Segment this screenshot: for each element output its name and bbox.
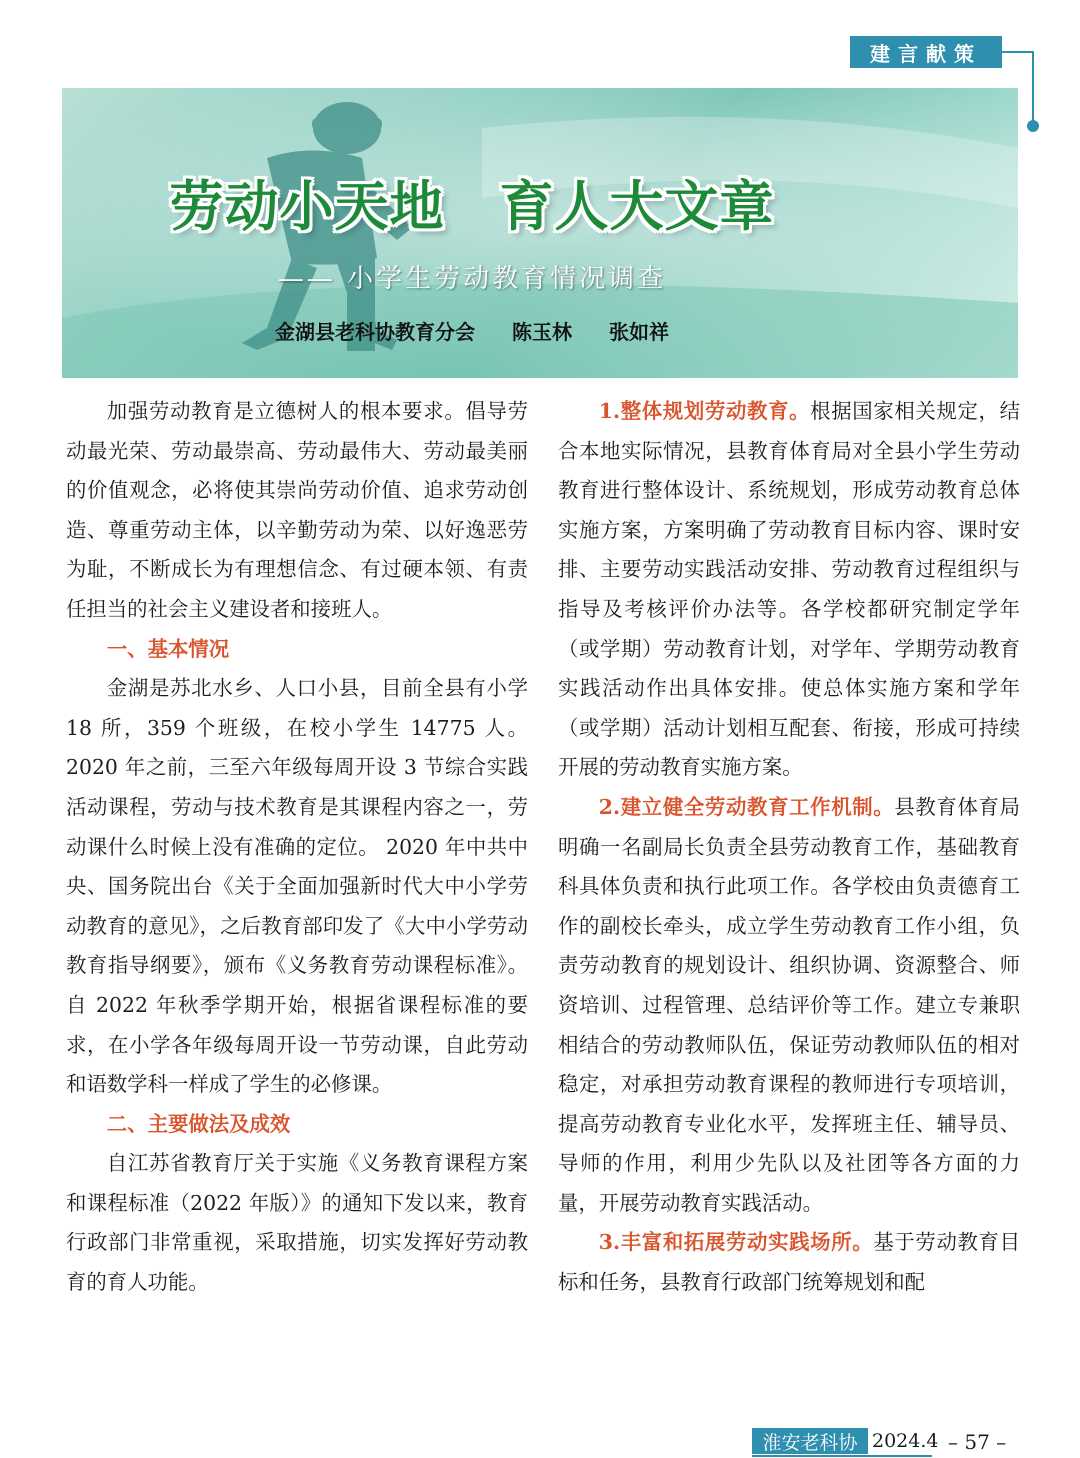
section-heading-main-practices: 二、主要做法及成效 — [106, 1111, 291, 1136]
item-2-paragraph — [558, 788, 1020, 1224]
item-3-paragraph — [558, 1223, 1020, 1302]
page-number: – 57 – — [948, 1430, 1007, 1454]
footer-underline — [752, 1455, 932, 1457]
section-tag: 建言献策 — [850, 36, 1002, 68]
basic-situation-paragraph: 金湖是苏北水乡、人口小县，目前全县有小学 18 所，359 个班级，在校小学生 14775 人。2020 年之前，三至六年级每周开设 3 节综合实践活动课程，劳动与技术教育是其课程内容之一，劳动课什么时候上没有准确的定位。 2020 年中共中央、国务院出台《关于全面加强新时代大中小学劳动教育的意见》，之后教育部印发了《大中小学劳动教育指导纲要》，颁布《义务教育劳动课程标准》。自 2022 年秋季学期开始，根据省课程标准的要求，在小学各年级每周开设一节劳动课，自此劳动和语数学科一样成了学生的必修课。 — [66, 676, 528, 1097]
author-organization: 金湖县老科协教育分会 — [275, 320, 476, 344]
tag-connector-vertical — [1032, 51, 1034, 123]
left-text-column — [66, 392, 528, 1303]
author-name-1: 陈玉林 — [512, 320, 572, 344]
tag-dot-icon — [1027, 120, 1039, 132]
tag-connector-horizontal — [1002, 51, 1034, 53]
item-3-lead: 3.丰富和拓展劳动实践场所。 — [598, 1230, 874, 1255]
article-title: 劳动小天地 育人大文章 — [169, 175, 775, 238]
item-1-lead: 1.整体规划劳动教育。 — [598, 399, 811, 423]
item-2-lead: 2.建立健全劳动教育工作机制。 — [598, 794, 895, 819]
article-banner — [62, 88, 1018, 378]
article-authors — [62, 316, 882, 345]
issue-number: 2024.4 — [872, 1430, 939, 1452]
intro-paragraph: 加强劳动教育是立德树人的根本要求。倡导劳动最光荣、劳动最崇高、劳动最伟大、劳动最美丽的价值观念，必将使其崇尚劳动价值、追求劳动创造、尊重劳动主体，以辛勤劳动为荣、以好逸恶劳为耻，不断成长为有理想信念、有过硬本领、有责任担当的社会主义建设者和接班人。 — [66, 399, 528, 621]
item-1-paragraph — [558, 392, 1020, 788]
section-heading-basic-situation: 一、基本情况 — [106, 636, 230, 661]
article-subtitle: —— 小学生劳动教育情况调查 — [277, 264, 667, 294]
item-3-text: 基于劳动教育目标和任务，县教育行政部门统筹规划和配 — [558, 1230, 1020, 1295]
journal-name: 淮安老科协 — [752, 1428, 868, 1454]
item-2-text: 县教育体育局明确一名副局长负责全县劳动教育工作，基础教育科具体负责和执行此项工作。各学校由负责德育工作的副校长牵头，成立学生劳动教育工作小组，负责劳动教育的规划设计、组织协调、资源整合、师资培训、过程管理、总结评价等工作。建立专兼职相结合的劳动教师队伍，保证劳动教师队伍的相对稳定，对承担劳动教育课程的教师进行专项培训，提高劳动教育专业化水平，发挥班主任、辅导员、导师的作用，利用少先队以及社团等各方面的力量，开展劳动教育实践活动。 — [558, 794, 1020, 1215]
author-name-2: 张如祥 — [608, 320, 669, 344]
item-1-text: 根据国家相关规定，结合本地实际情况，县教育体育局对全县小学生劳动教育进行整体设计、系统规划，形成劳动教育总体实施方案，方案明确了劳动教育目标内容、课时安排、主要劳动实践活动安排、劳动教育过程组织与指导及考核评价办法等。各学校都研究制定学年（或学期）劳动教育计划，对学年、学期劳动教育实践活动作出具体安排。使总体实施方案和学年（或学期）活动计划相互配套、衔接，形成可持续开展的劳动教育实施方案。 — [558, 399, 1020, 780]
right-text-column — [558, 392, 1020, 1303]
main-practices-paragraph: 自江苏省教育厅关于实施《义务教育课程方案和课程标准（2022 年版）》的通知下发以来，教育行政部门非常重视，采取措施，切实发挥好劳动教育的育人功能。 — [66, 1151, 528, 1295]
